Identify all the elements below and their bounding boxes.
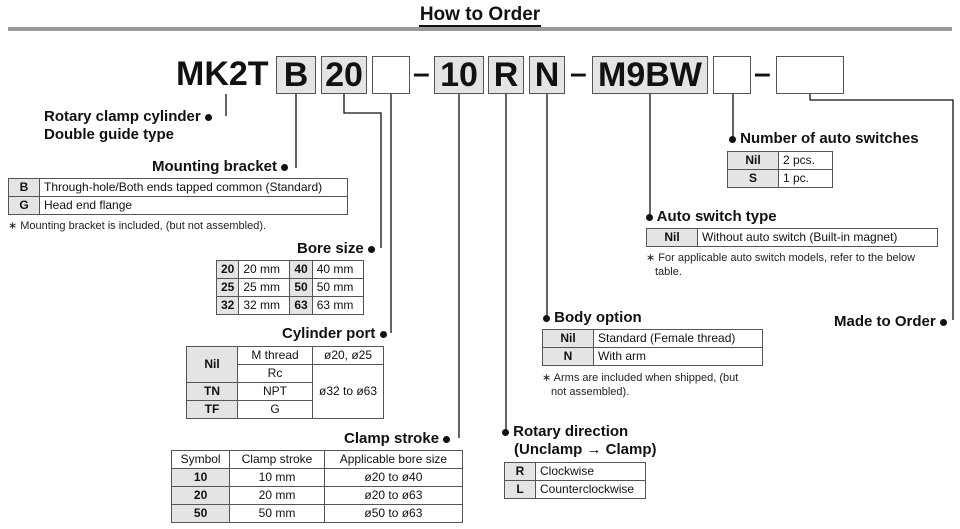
table-row: 20 20 mm ø20 to ø63	[172, 487, 463, 505]
code-dash-2: –	[570, 57, 587, 90]
bore-size-table	[216, 260, 364, 315]
table-row: G Head end flange	[9, 197, 348, 215]
mounting-bracket-table	[8, 178, 348, 215]
series-label: Rotary clamp cylinder Double guide type	[44, 108, 212, 144]
code-direction-box: R	[488, 56, 524, 94]
code-dash-1: –	[413, 57, 430, 90]
table-row: TF G	[187, 401, 384, 419]
table-row: Nil M thread ø20, ø25	[187, 347, 384, 365]
leader-dot	[281, 164, 288, 171]
table-row: Nil Standard (Female thread)	[543, 330, 763, 348]
code-body-box: N	[529, 56, 565, 94]
code-mounting-box: B	[276, 56, 316, 94]
leader-dot	[368, 246, 375, 253]
mounting-bracket-label: Mounting bracket	[152, 158, 288, 176]
table-row: 10 10 mm ø20 to ø40	[172, 469, 463, 487]
table-row: S 1 pc.	[728, 170, 833, 188]
table-row: TN NPT	[187, 383, 384, 401]
clamp-stroke-table	[171, 450, 463, 523]
table-row: L Counterclockwise	[505, 481, 646, 499]
clamp-stroke-label: Clamp stroke	[344, 430, 450, 448]
leader-dot	[543, 315, 550, 322]
body-option-table	[542, 329, 763, 366]
code-switch-box: M9BW	[592, 56, 708, 94]
rotary-direction-table	[504, 462, 646, 499]
table-row: Rc ø32 to ø63	[187, 365, 384, 383]
body-option-note: ∗ Arms are included when shipped, (but not assembled).	[542, 372, 739, 398]
leader-dot	[646, 214, 653, 221]
rotary-direction-label: Rotary direction (Unclamp → Clamp)	[502, 423, 657, 459]
cylinder-port-label: Cylinder port	[282, 325, 387, 343]
code-prefix: MK2T	[176, 55, 269, 93]
auto-switch-type-note: ∗ For applicable auto switch models, refer to the below table.	[646, 252, 916, 278]
num-switches-label: Number of auto switches	[729, 130, 919, 148]
table-row: B Through-hole/Both ends tapped common (Standard)	[9, 179, 348, 197]
body-option-label: Body option	[543, 309, 642, 327]
num-switches-table	[727, 151, 833, 188]
leader-dot	[205, 114, 212, 121]
leader-dot	[443, 436, 450, 443]
auto-switch-type-table	[646, 228, 938, 247]
made-to-order-label: Made to Order	[834, 313, 947, 331]
page-title: How to Order	[419, 4, 541, 25]
code-stroke-box: 10	[434, 56, 484, 94]
table-row: Nil Without auto switch (Built-in magnet)	[647, 229, 938, 247]
table-row: N With arm	[543, 348, 763, 366]
code-dash-3: –	[754, 57, 771, 90]
table-row: Nil 2 pcs.	[728, 152, 833, 170]
leader-dot	[940, 319, 947, 326]
leader-dot	[502, 429, 509, 436]
auto-switch-type-label: Auto switch type	[646, 208, 777, 226]
mounting-bracket-note: ∗ Mounting bracket is included, (but not assembled).	[8, 220, 267, 232]
leader-dot	[729, 136, 736, 143]
leader-dot	[380, 331, 387, 338]
table-row: 25 25 mm 50 50 mm	[217, 279, 364, 297]
table-header: Symbol Clamp stroke Applicable bore size	[172, 451, 463, 469]
code-bore-box: 20	[321, 56, 367, 94]
table-row: 50 50 mm ø50 to ø63	[172, 505, 463, 523]
cylinder-port-table	[186, 346, 384, 419]
table-row: R Clockwise	[505, 463, 646, 481]
bore-size-label: Bore size	[297, 240, 375, 258]
table-row: 20 20 mm 40 40 mm	[217, 261, 364, 279]
table-row: 32 32 mm 63 63 mm	[217, 297, 364, 315]
